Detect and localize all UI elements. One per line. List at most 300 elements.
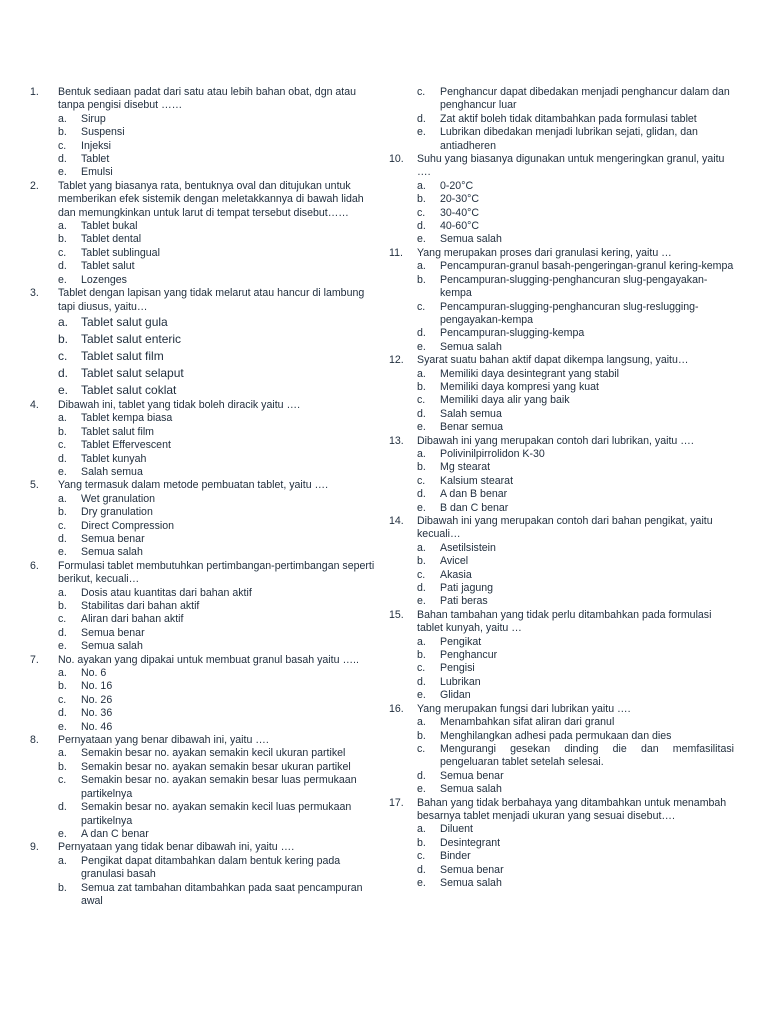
answer-option — [30, 412, 375, 425]
option-text: Tablet kempa biasa — [81, 412, 173, 425]
option-letter: c. — [417, 662, 426, 675]
option-text: Semua salah — [440, 876, 502, 889]
option-text: Lubrikan — [440, 675, 481, 688]
option-letter: b. — [58, 331, 69, 346]
option-letter: e. — [417, 421, 426, 434]
option-text: Pati beras — [440, 595, 488, 608]
option-letter: d. — [58, 153, 67, 166]
option-letter: d. — [417, 863, 426, 876]
answer-option — [389, 488, 734, 501]
option-text: Pencampuran-slugging-penghancuran slug-reslugging-pengayakan-kempa — [440, 300, 699, 326]
option-text: Semua salah — [81, 640, 143, 653]
option-text: 0-20°C — [440, 179, 474, 192]
option-text: Semua salah — [440, 783, 502, 796]
option-text: Akasia — [440, 568, 472, 581]
option-letter: a. — [58, 747, 67, 760]
option-text: 30-40°C — [440, 206, 479, 219]
option-text: 40-60°C — [440, 220, 479, 233]
option-letter: b. — [58, 881, 67, 894]
option-letter: a. — [58, 667, 67, 680]
option-letter: c. — [58, 693, 67, 706]
question — [389, 247, 734, 260]
option-text: Suspensi — [81, 126, 125, 139]
option-letter: e. — [58, 273, 67, 286]
option-text: Polivinilpirrolidon K-30 — [440, 447, 545, 460]
answer-option — [389, 502, 734, 515]
option-letter: d. — [58, 626, 67, 639]
option-text: A dan C benar — [81, 827, 149, 840]
option-text: Penghancur dapat dibedakan menjadi penghancur dalam dan penghancur luar — [440, 86, 730, 112]
option-text: Pencampuran-slugging-kempa — [440, 327, 585, 340]
question-text: Dibawah ini, tablet yang tidak boleh diracik yaitu …. — [58, 398, 301, 411]
option-letter: e. — [417, 595, 426, 608]
answer-option — [30, 627, 375, 640]
answer-option — [389, 636, 734, 649]
option-letter: b. — [417, 836, 426, 849]
option-text: Mg stearat — [440, 461, 491, 474]
option-text: Semakin besar no. ayakan semakin kecil ukuran partikel — [81, 747, 346, 760]
option-letter: e. — [417, 689, 426, 702]
question-text: Bahan tambahan yang tidak perlu ditambahkan pada formulasi tablet kunyah, yaitu … — [417, 608, 712, 635]
option-letter: c. — [417, 850, 426, 863]
option-text: Wet granulation — [81, 492, 156, 505]
question-number: 7. — [30, 653, 39, 666]
option-text: Zat aktif boleh tidak ditambahkan pada formulasi tablet — [440, 112, 697, 125]
answer-option — [30, 382, 375, 399]
option-text: No. 16 — [81, 680, 113, 693]
option-text: Semakin besar no. ayakan semakin kecil luas permukaan partikelnya — [81, 801, 352, 827]
question — [389, 435, 734, 448]
answer-option — [389, 448, 734, 461]
option-text: Salah semua — [81, 465, 143, 478]
question — [30, 654, 375, 667]
option-letter: d. — [417, 407, 426, 420]
answer-option — [30, 453, 375, 466]
question-text: Yang merupakan proses dari granulasi kering, yaitu … — [417, 246, 672, 259]
answer-option — [389, 569, 734, 582]
option-text: Avicel — [440, 555, 469, 568]
question — [389, 515, 734, 542]
option-text: No. 46 — [81, 720, 113, 733]
answer-option — [30, 613, 375, 626]
option-text: Pengikat dapat ditambahkan dalam bentuk kering pada granulasi basah — [81, 854, 341, 881]
option-text: Pengisi — [440, 662, 475, 675]
answer-option — [389, 301, 734, 328]
answer-option — [30, 274, 375, 287]
option-letter: b. — [417, 273, 426, 286]
option-text: Semua zat tambahan ditambahkan pada saat pencampuran awal — [81, 881, 363, 907]
answer-option — [389, 233, 734, 246]
option-text: Menghilangkan adhesi pada permukaan dan dies — [440, 729, 672, 742]
question-text: Bentuk sediaan padat dari satu atau lebih bahan obat, dgn atau tanpa pengisi disebut …… — [58, 86, 357, 112]
question-text: Syarat suatu bahan aktif dapat dikempa langsung, yaitu… — [417, 354, 689, 367]
option-letter: c. — [417, 206, 426, 219]
option-letter: b. — [58, 425, 67, 438]
question-number: 17. — [389, 796, 404, 809]
option-letter: c. — [58, 774, 67, 787]
option-letter: e. — [58, 827, 67, 840]
question-number: 9. — [30, 841, 39, 854]
answer-option — [389, 689, 734, 702]
answer-option — [30, 587, 375, 600]
answer-option — [30, 761, 375, 774]
option-letter: e. — [417, 233, 426, 246]
option-text: Glidan — [440, 689, 471, 702]
option-letter: a. — [58, 586, 67, 599]
option-letter: d. — [58, 260, 67, 273]
answer-option — [30, 707, 375, 720]
option-text: No. 36 — [81, 707, 113, 720]
option-letter: c. — [417, 474, 426, 487]
question — [30, 287, 375, 314]
option-letter: c. — [58, 439, 67, 452]
option-letter: d. — [417, 220, 426, 233]
option-text: Penghancur — [440, 649, 498, 662]
option-letter: a. — [417, 716, 426, 729]
question-number: 10. — [389, 153, 404, 166]
option-text: Semua salah — [440, 233, 502, 246]
question-text: Dibawah ini yang merupakan contoh dari lubrikan, yaitu …. — [417, 434, 694, 447]
answer-option — [30, 220, 375, 233]
answer-option — [389, 381, 734, 394]
answer-option — [389, 207, 734, 220]
option-letter: a. — [417, 447, 426, 460]
option-text: Menambahkan sifat aliran dari granul — [440, 716, 615, 729]
option-text: Memiliki daya kompresi yang kuat — [440, 380, 599, 393]
option-letter: c. — [58, 246, 67, 259]
option-text: Semua benar — [440, 863, 504, 876]
question-number: 11. — [389, 246, 403, 259]
option-text: Pencampuran-slugging-penghancuran slug-pengayakan-kempa — [440, 273, 708, 300]
answer-option — [389, 220, 734, 233]
option-text: Sirup — [81, 112, 106, 125]
option-letter: d. — [417, 769, 426, 782]
option-text: Tablet Effervescent — [81, 439, 171, 452]
option-letter: b. — [417, 193, 426, 206]
option-text: Benar semua — [440, 421, 504, 434]
question-text: Dibawah ini yang merupakan contoh dari bahan pengikat, yaitu kecuali… — [417, 515, 713, 541]
answer-option — [30, 439, 375, 452]
answer-option — [30, 314, 375, 331]
answer-option — [389, 542, 734, 555]
option-letter: d. — [417, 488, 426, 501]
question-number: 16. — [389, 702, 404, 715]
option-text: Tablet — [81, 153, 110, 166]
answer-option — [389, 783, 734, 796]
question-text: Yang merupakan fungsi dari lubrikan yaitu …. — [417, 702, 631, 715]
option-text: Tablet salut — [81, 260, 135, 273]
option-text: Pati jagung — [440, 582, 494, 595]
answer-option — [30, 493, 375, 506]
answer-option — [30, 721, 375, 734]
answer-option — [389, 327, 734, 340]
option-letter: e. — [417, 876, 426, 889]
option-letter: a. — [417, 260, 426, 273]
question — [30, 560, 375, 587]
question-number: 2. — [30, 179, 39, 192]
option-text: Semua salah — [81, 546, 143, 559]
answer-option — [30, 694, 375, 707]
answer-option — [30, 140, 375, 153]
answer-option — [30, 331, 375, 348]
answer-option — [389, 475, 734, 488]
answer-option — [389, 649, 734, 662]
answer-option — [30, 774, 375, 801]
option-letter: a. — [417, 635, 426, 648]
option-letter: c. — [58, 139, 67, 152]
question-text: Yang termasuk dalam metode pembuatan tablet, yaitu …. — [58, 479, 329, 492]
question — [30, 479, 375, 492]
option-letter: c. — [58, 348, 68, 363]
option-text: Semua benar — [81, 626, 145, 639]
question-text: Bahan yang tidak berbahaya yang ditambahkan untuk menambah besarnya tablet menjadi ukuran yang sesuai disebut…. — [417, 796, 727, 822]
answer-option — [30, 247, 375, 260]
answer-option — [389, 368, 734, 381]
option-letter: c. — [58, 519, 67, 532]
question-number: 4. — [30, 398, 39, 411]
answer-option — [30, 233, 375, 246]
answer-option — [389, 676, 734, 689]
answer-option — [30, 533, 375, 546]
answer-option — [389, 86, 734, 113]
option-letter: a. — [417, 367, 426, 380]
option-text: Injeksi — [81, 139, 112, 152]
answer-option — [30, 600, 375, 613]
option-text: Dosis atau kuantitas dari bahan aktif — [81, 586, 252, 599]
option-letter: a. — [58, 112, 67, 125]
option-letter: d. — [58, 532, 67, 545]
option-letter: a. — [58, 492, 67, 505]
option-letter: b. — [417, 380, 426, 393]
answer-option — [30, 520, 375, 533]
option-text: Memiliki daya desintegrant yang stabil — [440, 367, 620, 380]
answer-option — [389, 126, 734, 153]
option-letter: b. — [417, 729, 426, 742]
option-text: Tablet salut coklat — [81, 382, 177, 397]
answer-option — [389, 662, 734, 675]
answer-option — [389, 743, 734, 770]
option-letter: b. — [58, 126, 67, 139]
question-number: 3. — [30, 287, 39, 300]
question-text: Pernyataan yang benar dibawah ini, yaitu …. — [58, 734, 269, 747]
question-text: Tablet yang biasanya rata, bentuknya oval dan ditujukan untuk memberikan efek sistemik dengan meletakkannya di bawah lidah dan memungkinkan untuk larut di tempat tersebut disebut…… — [58, 179, 364, 219]
answer-option — [30, 126, 375, 139]
answer-option — [389, 461, 734, 474]
option-text: Memiliki daya alir yang baik — [440, 394, 570, 407]
answer-option — [389, 582, 734, 595]
option-letter: e. — [58, 465, 67, 478]
option-letter: d. — [417, 582, 426, 595]
option-letter: e. — [58, 166, 67, 179]
question-text: Tablet dengan lapisan yang tidak melarut atau hancur di lambung tapi diusus, yaitu… — [58, 287, 365, 313]
answer-option — [389, 394, 734, 407]
answer-option — [389, 180, 734, 193]
question — [389, 609, 734, 636]
option-letter: d. — [58, 365, 69, 380]
question — [30, 180, 375, 220]
option-text: Diluent — [440, 823, 473, 836]
answer-option — [30, 747, 375, 760]
answer-option — [389, 850, 734, 863]
question — [30, 841, 375, 854]
option-letter: d. — [58, 452, 67, 465]
option-text: Binder — [440, 850, 471, 863]
option-letter: b. — [417, 461, 426, 474]
answer-option — [30, 113, 375, 126]
question-number: 13. — [389, 434, 404, 447]
option-letter: c. — [417, 86, 426, 98]
answer-option — [389, 595, 734, 608]
question — [30, 86, 375, 113]
answer-option — [30, 640, 375, 653]
answer-option — [389, 113, 734, 126]
question-number: 8. — [30, 734, 39, 747]
option-text: Emulsi — [81, 166, 113, 179]
question-text: Pernyataan yang tidak benar dibawah ini, yaitu …. — [58, 841, 295, 854]
option-text: Semakin besar no. ayakan semakin besar ukuran partikel — [81, 760, 351, 773]
option-letter: e. — [417, 783, 426, 796]
option-letter: e. — [417, 126, 426, 139]
option-letter: d. — [417, 112, 426, 125]
option-letter: b. — [417, 649, 426, 662]
option-letter: a. — [417, 823, 426, 836]
question — [30, 399, 375, 412]
option-letter: b. — [58, 680, 67, 693]
option-text: A dan B benar — [440, 488, 508, 501]
option-letter: a. — [417, 179, 426, 192]
option-text: Tablet salut film — [81, 425, 155, 438]
option-text: Semua salah — [440, 340, 502, 353]
option-letter: c. — [58, 613, 67, 626]
option-letter: e. — [58, 720, 67, 733]
question — [30, 734, 375, 747]
option-letter: c. — [417, 300, 426, 313]
option-letter: c. — [417, 394, 426, 407]
answer-option — [389, 274, 734, 301]
option-text: Tablet kunyah — [81, 452, 147, 465]
option-text: Pencampuran-granul basah-pengeringan-granul kering-kempa — [440, 260, 734, 273]
option-text: No. 6 — [81, 667, 107, 680]
option-text: Tablet salut gula — [81, 314, 168, 329]
option-letter: b. — [58, 506, 67, 519]
option-letter: c. — [417, 742, 426, 755]
option-text: Tablet sublingual — [81, 246, 160, 259]
question-number: 5. — [30, 479, 39, 492]
option-text: Tablet salut film — [81, 348, 164, 363]
option-text: B dan C benar — [440, 501, 509, 514]
option-letter: a. — [417, 541, 426, 554]
option-letter: e. — [58, 382, 69, 397]
question — [389, 703, 734, 716]
option-text: Salah semua — [440, 407, 502, 420]
option-text: Direct Compression — [81, 519, 175, 532]
answer-option — [389, 193, 734, 206]
answer-option — [30, 506, 375, 519]
option-text: Pengikat — [440, 635, 482, 648]
option-letter: b. — [417, 555, 426, 568]
option-text: Desintegrant — [440, 836, 501, 849]
answer-option — [30, 365, 375, 382]
option-text: Semua benar — [440, 769, 504, 782]
answer-option — [30, 855, 375, 882]
question-number: 1. — [30, 86, 39, 98]
question-number: 12. — [389, 354, 404, 367]
answer-option — [389, 408, 734, 421]
option-letter: a. — [58, 220, 67, 233]
option-text: Tablet salut selaput — [81, 365, 184, 380]
option-text: Stabilitas dari bahan aktif — [81, 600, 200, 612]
question — [389, 354, 734, 367]
question-text: Suhu yang biasanya digunakan untuk mengeringkan granul, yaitu …. — [417, 153, 725, 179]
question-number: 15. — [389, 608, 404, 621]
question-text: No. ayakan yang dipakai untuk membuat granul basah yaitu ….. — [58, 653, 359, 666]
answer-option — [30, 153, 375, 166]
left-column — [30, 86, 375, 908]
answer-option — [389, 260, 734, 273]
question-number: 14. — [389, 515, 404, 527]
option-text: Aliran dari bahan aktif — [81, 613, 184, 626]
option-letter: b. — [58, 233, 67, 246]
question-text: Formulasi tablet membutuhkan pertimbangan-pertimbangan seperti berikut, kecuali… — [58, 559, 375, 586]
option-text: Kalsium stearat — [440, 474, 514, 487]
answer-option — [30, 882, 375, 909]
option-letter: a. — [58, 314, 69, 329]
option-text: Semua benar — [81, 532, 145, 545]
option-text: 20-30°C — [440, 193, 479, 206]
option-letter: e. — [58, 640, 67, 653]
option-letter: d. — [58, 707, 67, 720]
option-letter: d. — [417, 327, 426, 340]
answer-option — [30, 801, 375, 828]
answer-option — [389, 864, 734, 877]
answer-option — [389, 555, 734, 568]
option-letter: d. — [417, 675, 426, 688]
question-number: 6. — [30, 559, 39, 572]
answer-option — [30, 466, 375, 479]
answer-option — [30, 680, 375, 693]
answer-option — [30, 828, 375, 841]
option-text: Lozenges — [81, 273, 127, 286]
answer-option — [30, 260, 375, 273]
question — [389, 153, 734, 180]
answer-option — [389, 877, 734, 890]
option-text: Tablet bukal — [81, 220, 138, 233]
option-letter: c. — [417, 568, 426, 581]
answer-option — [30, 546, 375, 559]
answer-option — [389, 341, 734, 354]
right-column — [389, 86, 734, 890]
option-letter: a. — [58, 412, 67, 425]
answer-option — [389, 837, 734, 850]
answer-option — [30, 426, 375, 439]
option-text: No. 26 — [81, 693, 113, 706]
option-letter: e. — [58, 546, 67, 559]
option-text: Dry granulation — [81, 506, 153, 519]
option-text: Mengurangi gesekan dinding die dan memfasilitasi pengeluaran tablet setelah selesai. — [440, 742, 734, 769]
answer-option — [30, 667, 375, 680]
answer-option — [389, 716, 734, 729]
option-text: Asetilsistein — [440, 541, 496, 554]
option-letter: d. — [58, 801, 67, 814]
answer-option — [389, 823, 734, 836]
option-letter: b. — [58, 760, 67, 773]
option-text: Semakin besar no. ayakan semakin besar luas permukaan partikelnya — [81, 774, 357, 800]
answer-option — [389, 770, 734, 783]
option-letter: e. — [417, 340, 426, 353]
answer-option — [30, 166, 375, 179]
answer-option — [30, 348, 375, 365]
option-text: Tablet dental — [81, 233, 142, 246]
